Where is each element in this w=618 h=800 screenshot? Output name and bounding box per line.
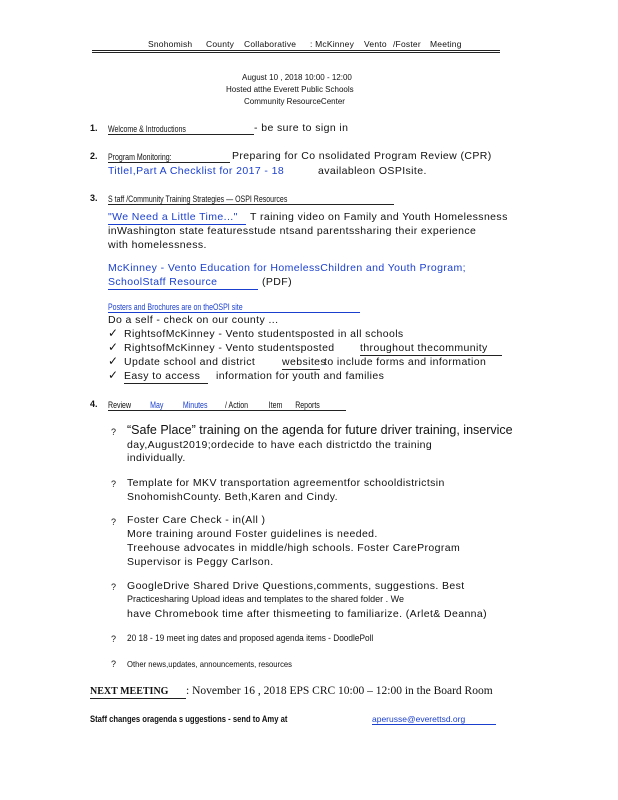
header-rule (92, 50, 500, 51)
check-text: Update school and district (124, 356, 256, 368)
checkmark-icon: ✓ (108, 340, 119, 354)
bullet-text-line: Practicesharing Upload ideas and templates to the shared folder . We (127, 594, 404, 604)
bullet-icon: ? (111, 479, 117, 489)
video-link[interactable]: "We Need a Little Time..." (108, 211, 238, 223)
item-heading-training: S taff /Community Training Strategies — OSPI Resources (108, 194, 288, 204)
video-text-2: inWashington state featuresstude ntsand parentssharing their experience (108, 225, 477, 237)
item-number: 2. (90, 151, 98, 161)
link-underline (108, 312, 360, 313)
heading-part: Review (108, 400, 132, 410)
heading-part-link: Minutes (182, 400, 208, 410)
bullet-icon: ? (111, 427, 117, 437)
program-link-2[interactable]: SchoolStaff Resource (108, 276, 218, 288)
item-text: Preparing for Co nsolidated Program Review (CPR) (232, 150, 492, 162)
bullet-text-line: Treehouse advocates in middle/high schools. Foster CareProgram (127, 542, 461, 554)
self-check: Do a self - check on our county ... (108, 314, 279, 326)
meeting-location: Community ResourceCenter (244, 97, 345, 106)
heading-part-link: May (150, 400, 164, 410)
bullet-icon: ? (111, 659, 117, 669)
item-number: 4. (90, 399, 98, 409)
bullet-text-line: have Chromebook time after thismeeting to familiarize. (Arlet& Deanna) (127, 608, 488, 620)
bullet-text-line: SnohomishCounty. Beth,Karen and Cindy. (127, 491, 338, 503)
check-underlined: throughout thecommunity (360, 342, 488, 354)
heading-part: Item (268, 400, 283, 410)
footer-text: Staff changes oragenda s uggestions - send to Amy at (90, 714, 288, 724)
title-part: Collaborative (244, 39, 297, 49)
checklist-link[interactable]: TitleI,Part A Checklist for 2017 - 18 (108, 165, 285, 177)
meeting-date: August 10 , 2018 10:00 - 12:00 (242, 73, 352, 82)
video-text: T raining video on Family and Youth Homelessness (250, 211, 508, 223)
next-meeting-label: NEXT MEETING (90, 686, 169, 697)
title-part: Snohomish (148, 39, 193, 49)
bullet-icon: ? (111, 634, 117, 644)
bullet-text-line: 20 18 - 19 meet ing dates and proposed agenda items - DoodlePoll (127, 633, 374, 643)
item-text: - be sure to sign in (254, 122, 349, 134)
posters-link[interactable]: Posters and Brochures are on theOSPI site (108, 302, 243, 312)
title-part: County (206, 39, 235, 49)
checklist-suffix: availableon OSPIsite. (318, 165, 427, 177)
heading-underline (108, 134, 254, 135)
link-underline (108, 289, 258, 290)
check-text: RightsofMcKinney - Vento studentsposted in all schools (124, 328, 404, 340)
title-part: : McKinney (310, 39, 355, 49)
bullet-text-line: Other news,updates, announcements, resources (127, 659, 292, 669)
checkmark-icon: ✓ (108, 368, 119, 382)
check-text: Easy to access (124, 370, 201, 382)
bullet-text-line: Supervisor is Peggy Carlson. (127, 556, 274, 568)
heading-underline (108, 204, 394, 205)
program-suffix: (PDF) (262, 276, 292, 288)
title-part: /Foster (393, 39, 421, 49)
bullet-text-line: Template for MKV transportation agreementfor schooldistrictsin (127, 477, 445, 489)
heading-underline (108, 410, 346, 411)
next-meeting-details: : November 16 , 2018 EPS CRC 10:00 – 12:00 in the Board Room (186, 685, 493, 697)
bullet-text-line: day,August2019;ordecide to have each districtdo the training (127, 439, 433, 451)
video-text-3: with homelessness. (108, 239, 207, 251)
item-number: 1. (90, 123, 98, 133)
check-suffix: information for youth and families (216, 370, 385, 382)
item-heading-program-monitoring: Program Monitoring: (108, 152, 172, 162)
program-link[interactable]: McKinney - Vento Education for HomelessChildren and Youth Program; (108, 262, 466, 274)
bullet-text-line: individually. (127, 452, 186, 464)
item-heading-welcome: Welcome & Introductions (108, 124, 186, 134)
check-underlined: websites (282, 356, 327, 368)
bullet-text-line: Foster Care Check - in(All ) (127, 514, 266, 526)
bullet-icon: ? (111, 517, 117, 527)
item-number: 3. (90, 193, 98, 203)
checkmark-icon: ✓ (108, 354, 119, 368)
bullet-text-line: More training around Foster guidelines is needed. (127, 528, 378, 540)
email-underline (372, 724, 496, 725)
check-suffix: to include forms and information (324, 356, 487, 368)
heading-part: Reports (295, 400, 320, 410)
check-text: RightsofMcKinney - Vento studentsposted (124, 342, 335, 354)
email-link[interactable]: aperusse@everettsd.org (372, 714, 466, 724)
bullet-text-line: “Safe Place” training on the agenda for future driver training, inservice (127, 423, 513, 437)
text-underline (124, 383, 208, 384)
meeting-host: Hosted atthe Everett Public Schools (226, 85, 354, 94)
title-part: Meeting (430, 39, 462, 49)
checkmark-icon: ✓ (108, 326, 119, 340)
bullet-icon: ? (111, 582, 117, 592)
title-part: Vento (364, 39, 387, 49)
bullet-text-line: GoogleDrive Shared Drive Questions,comments, suggestions. Best (127, 580, 465, 592)
heading-underline (108, 162, 230, 163)
next-meeting-underline (90, 698, 186, 699)
heading-part: / Action (225, 400, 249, 410)
header-rule-2 (92, 52, 500, 53)
